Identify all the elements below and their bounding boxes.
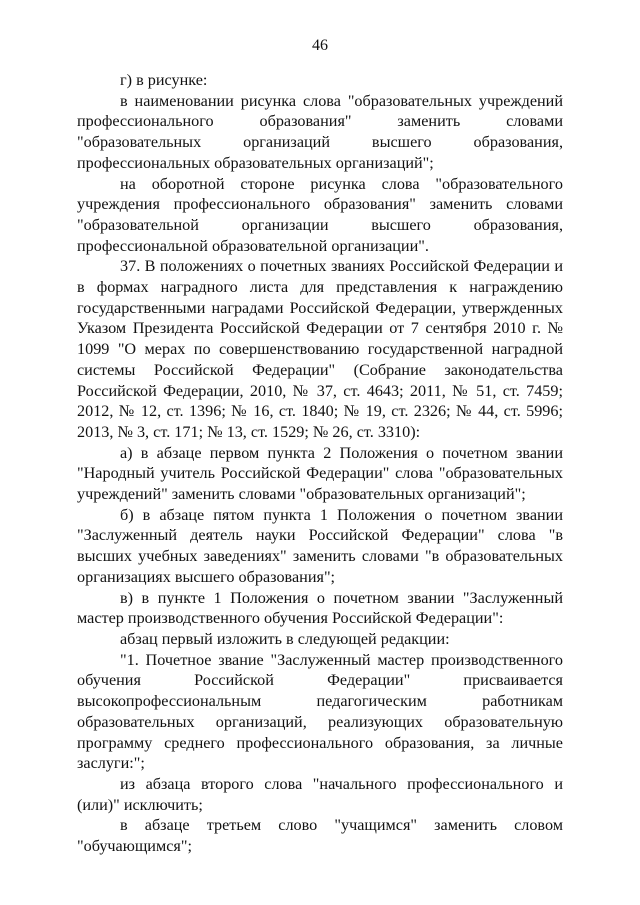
paragraph-2: в наименовании рисунка слова "образовательных учреждений профессионального образования" заменить словами "образовательных организаций высшего образования, профессиональных образовательных организаций"; (77, 91, 563, 172)
paragraph-7: в) в пункте 1 Положения о почетном звании "Заслуженный мастер производственного обучения Российской Федерации": (77, 588, 563, 628)
paragraph-4: 37. В положениях о почетных званиях Российской Федерации и в формах наградного листа для представления к награждению государственными наградами Российской Федерации, утвержденных Указом Президента Российской Федерации от 7 сентября 2010 г. № 1099 "О мерах по совершенствованию государственной наградной системы Российской Федерации" (Собрание законодательства Российской Федерации, 2010, № 37, ст. 4643; 2011, № 51, ст. 7459; 2012, № 12, ст. 1396; № 16, ст. 1840; № 19, ст. 2326; № 44, ст. 5996; 2013, № 3, ст. 171; № 13, ст. 1529; № 26, ст. 3310): (77, 257, 563, 441)
document-body (77, 70, 563, 857)
paragraph-5: а) в абзаце первом пункта 2 Положения о почетном звании "Народный учитель Российской Федерации" слова "образовательных учреждений" заменить словами "образовательных организаций"; (77, 443, 563, 504)
page-number: 46 (312, 37, 328, 54)
paragraph-10: из абзаца второго слова "начального профессионального и (или)" исключить; (77, 774, 563, 814)
paragraph-9: "1. Почетное звание "Заслуженный мастер производственного обучения Российской Федерации" присваивается высокопрофессиональным педагогическим работникам образовательных организаций, реализующих образовательную программу среднего профессионального образования, за личные заслуги:"; (77, 650, 563, 773)
paragraph-8: абзац первый изложить в следующей редакции: (120, 629, 450, 648)
paragraph-1: г) в рисунке: (120, 71, 208, 89)
paragraph-3: на оборотной стороне рисунка слова "образовательного учреждения профессионального образования" заменить словами "образовательной организации высшего образования, профессиональной образовательной организации". (77, 174, 563, 255)
paragraph-6: б) в абзаце пятом пункта 1 Положения о почетном звании "Заслуженный деятель науки Российской Федерации" слова "в высших учебных заведениях" заменить словами "в образовательных организациях высшего образования"; (77, 505, 563, 586)
paragraph-11: в абзаце третьем слово "учащимся" заменить словом "обучающимся"; (77, 816, 563, 856)
